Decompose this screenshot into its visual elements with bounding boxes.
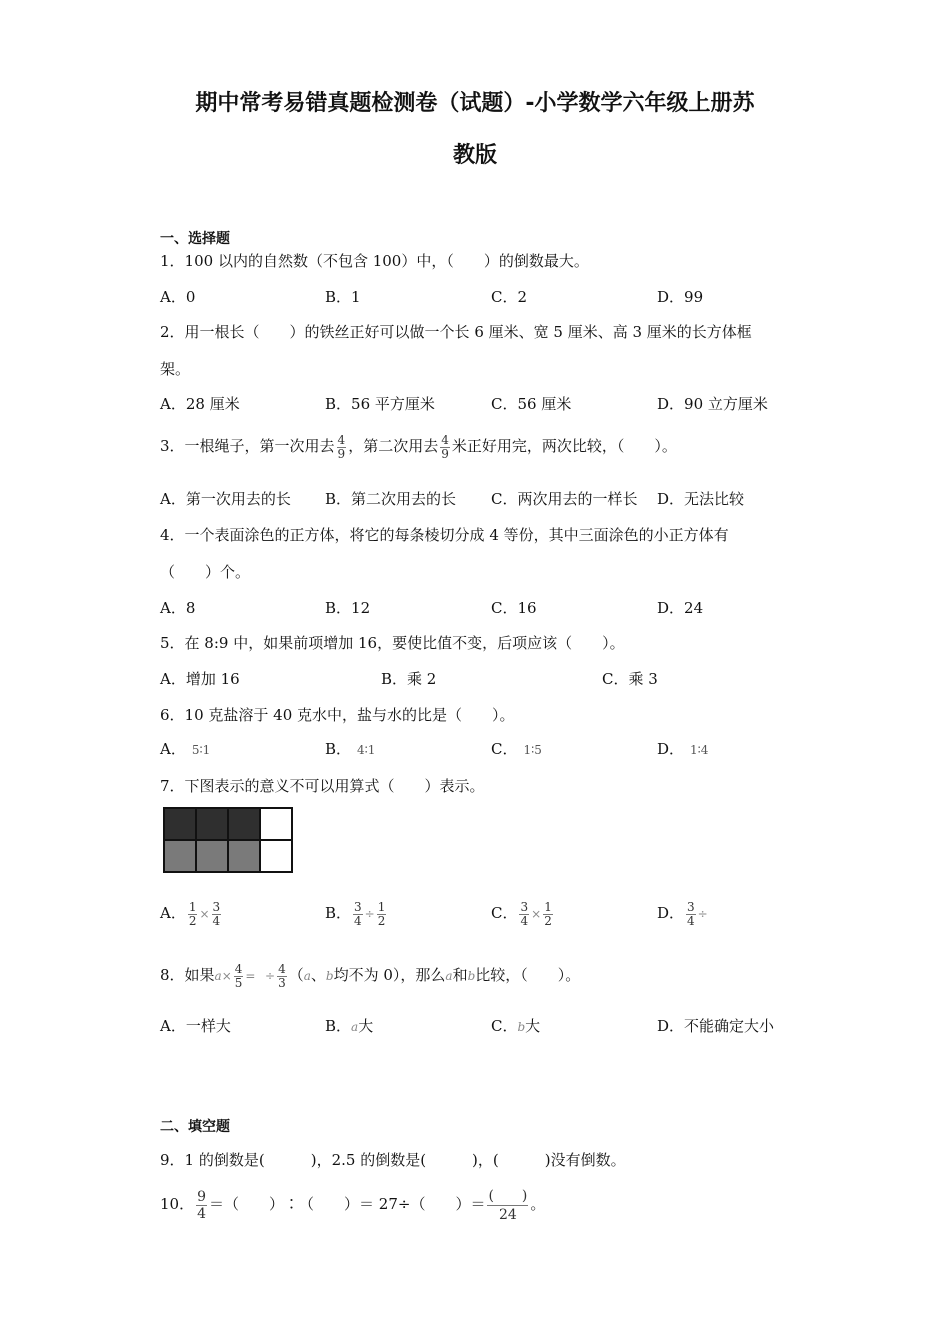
q4-option-a: A．8 <box>160 599 196 617</box>
grid-cell-dark <box>228 808 260 840</box>
q3-part3: 米正好用完，两次比较，（ ）。 <box>451 437 677 455</box>
q2-option-a: A．28 厘米 <box>160 395 240 413</box>
q6-option-d-label: D． <box>657 740 685 758</box>
q8-divide: ÷ <box>265 969 276 983</box>
q6-option-c-label: C． <box>491 740 518 758</box>
q2-option-d: D．90 立方厘米 <box>657 395 768 413</box>
q8-option-c-var: b <box>517 1020 526 1034</box>
q7-option-a-label: A． <box>160 904 186 922</box>
question-2-line1: 2．用一根长（ ）的铁丝正好可以做一个长 6 厘米、宽 5 厘米、高 3 厘米的长方体框 <box>160 323 752 341</box>
q1-option-c: C．2 <box>491 288 528 306</box>
q8-part3: 、 <box>310 966 326 984</box>
q8-option-b-label: B． <box>325 1017 352 1035</box>
grid-cell-white <box>260 808 292 840</box>
q7b-numerator: 3 <box>354 899 362 914</box>
q7c-numerator-2: 1 <box>544 899 552 914</box>
q7d-numerator: 3 <box>687 899 695 914</box>
q5-option-c: C．乘 3 <box>602 670 658 688</box>
question-8-text <box>160 955 580 996</box>
q1-option-a: A．0 <box>160 288 196 306</box>
q2-option-c: C．56 厘米 <box>491 395 572 413</box>
q10-label: 10． <box>160 1195 195 1213</box>
page-title-line1: 期中常考易错真题检测卷（试题）-小学数学六年级上册苏 <box>195 91 755 116</box>
q7-option-c <box>491 893 555 934</box>
question-10-text <box>160 1182 545 1226</box>
question-9-text <box>160 1149 626 1170</box>
grid-cell-gray <box>196 840 228 872</box>
q7b-denominator: 4 <box>354 913 362 928</box>
section-heading-choice: 一、选择题 <box>160 231 230 247</box>
q8-frac2-denominator: 3 <box>278 975 286 990</box>
grid-cell-white <box>260 840 292 872</box>
q7b-operator: ÷ <box>364 907 375 921</box>
q6-option-b-ratio: 4∶1 <box>357 743 376 757</box>
q6-option-a-ratio: 5∶1 <box>191 743 211 757</box>
q7d-denominator: 4 <box>687 913 695 928</box>
section-heading-fill: 二、填空题 <box>160 1119 230 1135</box>
q7c-denominator-2: 2 <box>544 913 552 928</box>
q6-option-c <box>491 738 542 759</box>
q7-option-c-label: C． <box>491 904 518 922</box>
q3-option-b: B．第二次用去的长 <box>325 490 457 508</box>
q3-fraction-2 <box>440 434 450 461</box>
q8-option-c-label: C． <box>491 1017 518 1035</box>
q8-option-c-suffix: 大 <box>525 1017 541 1035</box>
q8-option-b <box>325 1015 373 1036</box>
q7-option-d <box>657 893 708 934</box>
q8-option-a: A．一样大 <box>160 1017 231 1035</box>
q3-frac1-numerator: 4 <box>337 432 346 447</box>
question-3-text <box>160 426 677 466</box>
grid-cell-gray <box>228 840 260 872</box>
q8-var-b-2: b <box>467 969 476 983</box>
q8-part2: （ <box>288 966 304 984</box>
q7c-operator: × <box>531 907 542 921</box>
q7a-denominator: 2 <box>188 913 197 928</box>
question-6-text: 6．10 克盐溶于 40 克水中，盐与水的比是（ ）。 <box>160 706 515 724</box>
q9-part1: 9．1 的倒数是( <box>160 1151 265 1169</box>
q3-part2: ，第二次用去 <box>348 437 439 455</box>
q6-option-a-label: A． <box>160 740 186 758</box>
q3-frac2-denominator: 9 <box>441 446 449 461</box>
q9-part3: )，( <box>472 1151 499 1169</box>
question-5-text: 5．在 8:9 中，如果前项增加 16，要使比值不变，后项应该（ ）。 <box>160 634 625 652</box>
q2-option-b: B．56 平方厘米 <box>325 395 435 413</box>
q7b-numerator-2: 1 <box>377 899 386 914</box>
q8-var-a-3: a <box>445 969 453 983</box>
q9-part2: )，2.5 的倒数是( <box>310 1151 427 1169</box>
q8-part4: 均不为 0），那么 <box>333 966 446 984</box>
q4-option-b: B．12 <box>325 599 371 617</box>
q10-frac-numerator: 9 <box>197 1188 207 1205</box>
q8-option-b-suffix: 大 <box>358 1017 374 1035</box>
q6-option-a <box>160 738 210 759</box>
q7c-denominator: 4 <box>520 913 529 928</box>
q4-option-c: C．16 <box>491 599 537 617</box>
q8-part5: 和 <box>452 966 468 984</box>
q6-option-c-ratio: 1∶5 <box>523 743 542 757</box>
q10-end: 。 <box>530 1195 546 1213</box>
q3-option-c: C．两次用去的一样长 <box>491 490 638 508</box>
q6-option-b <box>325 738 375 759</box>
q5-option-a: A．增加 16 <box>160 670 240 688</box>
q3-part1: 3．一根绳子，第一次用去 <box>160 437 335 455</box>
q8-var-b: b <box>325 969 334 983</box>
q6-option-d <box>657 738 708 759</box>
q7-option-b-label: B． <box>325 904 352 922</box>
q3-fraction-1 <box>337 434 347 461</box>
q7a-denominator-2: 4 <box>212 913 221 928</box>
shaded-grid-figure <box>163 807 293 873</box>
q7a-operator: × <box>199 907 210 921</box>
q8-option-c <box>491 1015 540 1036</box>
q8-frac2-numerator: 4 <box>278 961 286 976</box>
q7-option-b <box>325 893 388 934</box>
page-title-line2: 教版 <box>452 143 497 168</box>
question-1-text: 1．100 以内的自然数（不包含 100）中，（ ）的倒数最大。 <box>160 252 589 270</box>
q3-frac2-numerator: 4 <box>441 432 449 447</box>
q7a-numerator-2: 3 <box>212 899 221 914</box>
q8-option-b-var: a <box>351 1020 359 1034</box>
question-2-line2: 架。 <box>160 360 191 378</box>
q5-option-b: B．乘 2 <box>381 670 437 688</box>
q3-option-a: A．第一次用去的长 <box>160 490 291 508</box>
q6-option-b-label: B． <box>325 740 352 758</box>
q10-middle: ＝（ ）∶（ ）＝ 27÷（ ）＝ <box>209 1195 486 1213</box>
q1-option-d: D．99 <box>657 288 704 306</box>
q8-part6: 比较，（ ）。 <box>475 966 581 984</box>
q10-frac2-numerator: ( ) <box>488 1187 528 1204</box>
q8-part1: 8．如果 <box>160 966 215 984</box>
q7-option-d-label: D． <box>657 904 685 922</box>
grid-cell-gray <box>164 840 196 872</box>
q10-frac2-denominator: 24 <box>487 1205 528 1224</box>
q7d-operator: ÷ <box>697 907 708 921</box>
q10-frac-denominator: 4 <box>197 1205 207 1222</box>
q8-var-a-2: a <box>303 969 311 983</box>
question-4-line1: 4．一个表面涂色的正方体，将它的每条棱切分成 4 等份，其中三面涂色的小正方体有 <box>160 526 729 544</box>
q3-frac1-denominator: 9 <box>337 446 346 461</box>
q8-frac1-denominator: 5 <box>234 975 243 990</box>
grid-cell-dark <box>164 808 196 840</box>
q8-option-d: D．不能确定大小 <box>657 1017 775 1035</box>
q4-option-d: D．24 <box>657 599 704 617</box>
q7a-numerator: 1 <box>188 899 197 914</box>
question-4-line2: （ ）个。 <box>160 563 251 581</box>
q8-var-a: a <box>214 969 222 983</box>
q8-times: × <box>221 969 232 983</box>
q7b-denominator-2: 2 <box>377 913 386 928</box>
q7c-numerator: 3 <box>520 899 529 914</box>
grid-cell-dark <box>196 808 228 840</box>
q8-frac1-numerator: 4 <box>234 961 243 976</box>
q9-part4: )没有倒数。 <box>544 1151 626 1169</box>
q7-option-a <box>160 893 223 934</box>
q3-option-d: D．无法比较 <box>657 490 745 508</box>
question-7-text: 7．下图表示的意义不可以用算式（ ）表示。 <box>160 777 485 795</box>
q8-equals: = <box>245 969 256 983</box>
q1-option-b: B．1 <box>325 288 361 306</box>
q6-option-d-ratio: 1∶4 <box>690 743 709 757</box>
